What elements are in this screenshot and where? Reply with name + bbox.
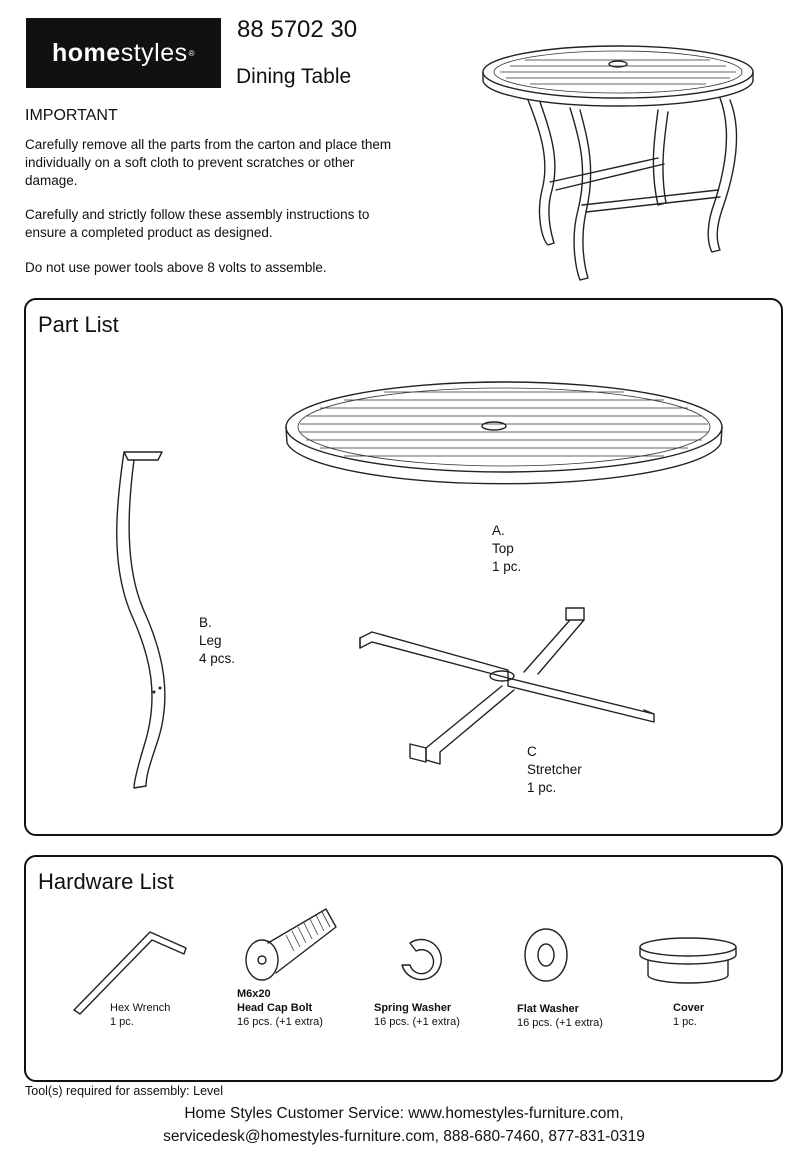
product-code: 88 5702 30 [237,16,358,43]
part-a-name: Top [492,541,514,556]
spring-washer-icon [396,935,446,985]
important-heading: IMPORTANT [25,107,118,124]
important-paragraph-1: Carefully remove all the parts from the carton and place them individually on a soft cloth to prevent scratches or other damage. [25,137,392,188]
footer [0,1102,808,1148]
part-list-title: Part List [38,312,119,337]
table-top-icon [284,380,724,510]
flat-washer-label [517,1002,603,1030]
bolt-label [237,987,323,1029]
part-a-qty: 1 pc. [492,559,522,574]
part-a-letter: A. [492,523,505,538]
cover-name: Cover [673,1002,705,1014]
part-b-letter: B. [199,615,212,630]
flat-washer-name: Flat Washer [517,1003,579,1015]
part-b-label [199,614,235,668]
part-c-label [527,743,582,797]
part-c-qty: 1 pc. [527,780,557,795]
logo-bold-text: home [52,38,121,67]
logo-regular-text: styles [120,38,188,67]
part-b-qty: 4 pcs. [199,651,236,666]
important-paragraph-3: Do not use power tools above 8 volts to assemble. [25,260,327,275]
bolt-qty: 16 pcs. (+1 extra) [237,1016,323,1028]
part-a-label [492,522,521,576]
hex-wrench-qty: 1 pc. [110,1016,134,1028]
flat-washer-qty: 16 pcs. (+1 extra) [517,1017,603,1029]
leg-icon [104,446,184,796]
spring-washer-qty: 16 pcs. (+1 extra) [374,1016,460,1028]
footer-line-2: servicedesk@homestyles-furniture.com, 888-680-7460, 877-831-0319 [163,1128,645,1145]
assembled-table-illustration [470,40,770,290]
spring-washer-name: Spring Washer [374,1002,452,1014]
cover-label [673,1001,704,1029]
important-paragraph-2: Carefully and strictly follow these assembly instructions to ensure a completed product as designed. [25,207,370,240]
part-b-name: Leg [199,633,222,648]
stretcher-icon [358,602,668,782]
brand-logo [26,18,221,88]
bolt-code: M6x20 [237,988,271,1000]
part-c-name: Stretcher [527,762,582,777]
registered-mark: ® [188,48,195,58]
hex-wrench-name: Hex Wrench [110,1002,171,1014]
bolt-icon [240,905,340,985]
hardware-list-title: Hardware List [38,869,174,894]
flat-washer-icon [522,925,572,985]
bolt-name: Head Cap Bolt [237,1002,313,1014]
hex-wrench-label [110,1001,170,1029]
product-name: Dining Table [236,65,352,88]
tools-note: Tool(s) required for assembly: Level [25,1084,223,1098]
part-c-letter: C [527,744,537,759]
cover-icon [638,935,738,987]
footer-line-1: Home Styles Customer Service: www.homestyles-furniture.com, [184,1105,624,1122]
spring-washer-label [374,1001,460,1029]
cover-qty: 1 pc. [673,1016,697,1028]
